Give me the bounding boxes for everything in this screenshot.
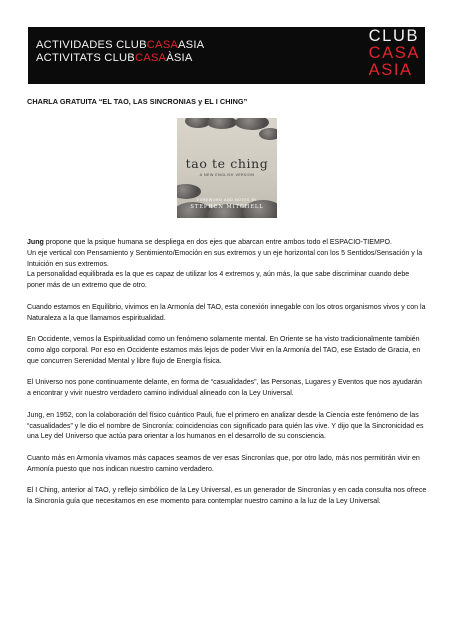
paragraph: El I Ching, anterior al TAO, y reflejo simbólico de la Ley Universal, es un generador de Sincronías y en cada consulta nos ofrece la Sincronía guía que necesitamos en ese momento para contemplar nuestro camino a la luz de la Ley Universal. [27, 487, 427, 506]
book-credit-line-2: STEPHEN MITCHELL [190, 204, 264, 210]
paragraph: En Occidente, vemos la Espiritualidad como un fenómeno solamente mental. En Oriente se ha visto tradicionalmente también como algo corporal. Por eso en Occidente estamos más lejos de poder Vivir en la Armonía del TAO, ese Estado de Gracia, en que concurren Serenidad Mental y libre flujo de Energía física. [27, 336, 421, 365]
paragraph: Cuanto más en Armonía vivamos más capaces seamos de ver esas Sincronías que, por otro lado, más nos permitirán vivir en Armonía puesto que nos indican nuestro camino verdadero. [27, 454, 420, 473]
header-banner [28, 27, 425, 84]
banner-text [36, 39, 204, 65]
paragraph: Jung, en 1952, con la colaboración del físico cuántico Pauli, fue el primero en analizar desde la Ciencia este fenómeno de las “casualidades” y le dio el nombre de Sincronía: coincidencias con significado para quién las vive. Y dijo que la Sincronicidad es una Ley del Universo que actúa para orientar a los humanos en el desarrollo de su consciencia. [27, 411, 424, 441]
page-title: CHARLA GRATUITA “EL TAO, LAS SINCRONIAS y EL I CHING” [27, 97, 248, 106]
paragraph: Cuando estamos en Equilibrio, vivimos en la Armonía del TAO, esta conexión innegable con los otros organismos vivos y con la Naturaleza a la que llamamos espiritualidad. [27, 303, 426, 322]
stone-icon [207, 118, 237, 129]
article-body [27, 238, 427, 519]
book-title: tao te ching [185, 156, 269, 171]
banner-line-2: ACTIVITATS CLUBCASAÀSIA [36, 52, 193, 64]
paragraph-jung: Jung propone que la psique humana se despliega en dos ejes que abarcan entre ambos todo el ESPACIO-TIEMPO. Un eje vertical con Pensamiento y Sentimiento/Emoción en sus extremos y un eje horizontal con los 5 Sentidos/Sensación y la Intuición en sus extremos. La personalidad equilibrada es la que es capaz de utilizar los 4 extremos y, aún más, la que sabe discriminar cuando debe poner más de un extremo que de otro. [27, 239, 423, 290]
book-cover-image [177, 118, 277, 218]
paragraph: El Universo nos pone continuamente delante, en forma de “casualidades”, las Personas, Lugares y Eventos que nos ayudarán a encontrar y vivir nuestro verdadero camino individual alineado con la Ley Universal. [27, 379, 422, 398]
stone-icon [177, 184, 201, 199]
book-credit-line-1: FOREWORD AND NOTES BY [197, 198, 257, 202]
banner-line-1: ACTIVIDADES CLUBCASAASIA [36, 39, 205, 51]
stone-icon [259, 128, 277, 140]
club-casa-asia-logo: CLUB CASA ASIA [368, 27, 420, 79]
book-subtitle: A NEW ENGLISH VERSION [199, 173, 255, 177]
